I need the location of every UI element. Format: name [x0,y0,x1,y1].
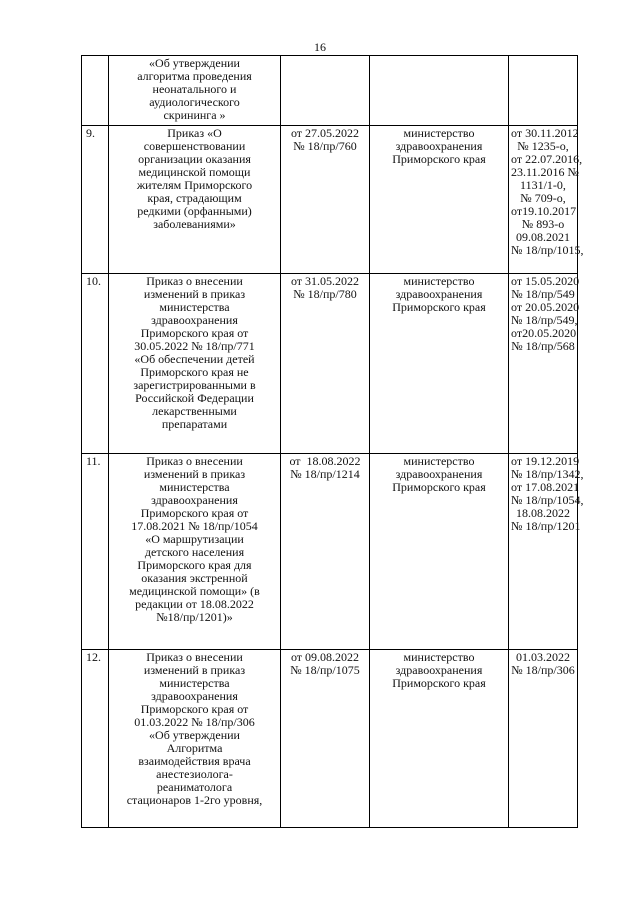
issuing-authority-line: министерство [403,454,475,468]
revision-history-line: от 15.05.2020 [511,274,580,288]
adoption-date-line: № 18/пр/760 [293,139,357,153]
table-row [82,274,578,454]
adoption-date-cell [281,650,370,828]
revision-history-line: от 19.12.2019 [511,454,580,468]
document-title-line: заболеваниями» [153,217,236,231]
revision-history-line: № 18/пр/306 [511,663,575,677]
issuing-authority-cell [370,650,509,828]
issuing-authority-line: министерство [403,650,475,664]
document-title-cell [109,454,281,650]
document-title-line: «Об обеспечении детей [134,352,255,366]
document-title-line: скрининга » [163,108,226,122]
issuing-authority-line: здравоохранения [395,663,483,677]
document-title-line: Приказ о внесении [146,650,243,664]
row-number [82,56,109,126]
document-title-line: изменений в приказ [143,287,246,301]
document-title-line: 30.05.2022 № 18/пр/771 [134,339,255,353]
revision-history-line: 23.11.2016 № [511,165,580,179]
revision-history-line: от 20.05.2020 [511,300,580,314]
document-title-cell [109,56,281,126]
revision-history-line: № 1235-о, [517,139,569,153]
issuing-authority-line: Приморского края [392,676,486,690]
revision-history-line: № 18/пр/549 [511,287,575,301]
orders-table [81,55,584,828]
revision-history-cell [509,650,578,828]
adoption-date-line: от 18.08.2022 [289,454,361,468]
issuing-authority-line: здравоохранения [395,139,483,153]
row-number: 11. [82,454,109,650]
revision-history-line: № 18/пр/1201 [511,519,581,533]
document-title-line: стационаров 1-2го уровня, [126,793,263,807]
document-title-line: «Об утверждении [149,56,240,70]
document-title-line: министерства [159,480,230,494]
adoption-date-cell [281,126,370,274]
adoption-date-cell [281,274,370,454]
document-title-line: аудиологического [149,95,240,109]
document-title-line: 17.08.2021 № 18/пр/1054 [131,519,258,533]
document-title-line: медицинской помощи» (в [129,584,260,598]
revision-history-cell [509,56,578,126]
document-title-line: №18/пр/1201)» [156,610,233,624]
document-title-line: Приказ о внесении [146,274,243,288]
issuing-authority-line: министерство [403,126,475,140]
revision-history-line: от20.05.2020 [511,326,577,340]
document-title-line: изменений в приказ [143,663,246,677]
revision-history-line: 1131/1-0, [520,178,566,192]
table-row [82,454,578,650]
document-title-line: изменений в приказ [143,467,246,481]
revision-history-cell [509,454,584,650]
table-row [82,56,578,126]
adoption-date-line: от 09.08.2022 [290,650,360,664]
adoption-date-line: № 18/пр/780 [293,287,357,301]
document-title-line: министерства [159,300,230,314]
document-title-line: редакции от 18.08.2022 [135,597,254,611]
revision-history-line: № 18/пр/1054, [511,493,584,507]
document-title-line: анестезиолога- [156,767,233,781]
row-number: 10. [82,274,109,454]
revision-history-line: № 18/пр/1342, [511,467,584,481]
document-title-line: «Об утверждении [149,728,240,742]
issuing-authority-line: Приморского края [392,152,486,166]
revision-history-line: 18.08.2022 [516,506,570,520]
row-number: 12. [82,650,109,828]
document-title-line: организации оказания [138,152,251,166]
document-title-line: края, страдающим [147,191,242,205]
revision-history-line: 01.03.2022 [516,650,570,664]
document-title-line: Приказ о внесении [146,454,243,468]
adoption-date-line: от 31.05.2022 [290,274,360,288]
document-title-line: совершенствовании [143,139,246,153]
revision-history-line: № 18/пр/1015, [511,243,584,257]
document-title-line: здравоохранения [151,313,238,327]
document-title-line: препаратами [161,417,228,431]
revision-history-cell [509,274,578,454]
issuing-authority-line: Приморского края [392,300,486,314]
document-title-line: жителям Приморского [136,178,253,192]
document-title-line: Приморского края для [137,558,252,572]
document-title-line: Приморского края от [140,506,249,520]
adoption-date-line: от 27.05.2022 [290,126,360,140]
document-title-line: медицинской помощи [138,165,251,179]
revision-history-line: от 17.08.2021 [511,480,580,494]
revision-history-line: от 30.11.2012 [511,126,579,140]
page-number: 16 [314,40,326,54]
document-title-line: редкими (орфанными) [137,204,252,218]
issuing-authority-line: здравоохранения [395,467,483,481]
document-title-line: реаниматолога [156,780,233,794]
document-title-line: «О маршрутизации [145,532,244,546]
document-title-line: здравоохранения [151,493,238,507]
document-title-line: Приморского края от [140,702,249,716]
issuing-authority-line: здравоохранения [395,287,483,301]
document-title-line: 01.03.2022 № 18/пр/306 [134,715,255,729]
issuing-authority-cell [370,274,509,454]
issuing-authority-cell [370,56,509,126]
table-row [82,650,578,828]
revision-history-line: от 22.07.2016, [511,152,583,166]
adoption-date-cell [281,56,370,126]
document-title-line: лекарственными [152,404,237,418]
issuing-authority-line: Приморского края [392,480,486,494]
revision-history-cell [509,126,584,274]
document-title-line: Приморского края от [140,326,249,340]
document-title-line: здравоохранения [151,689,238,703]
issuing-authority-line: министерство [403,274,475,288]
row-number: 9. [82,126,109,274]
document-title-line: Российской Федерации [135,391,254,405]
revision-history-line: № 709-о, [520,191,566,205]
revision-history-line: от19.10.2017 [511,204,577,218]
document-title-line: оказания экстренной [141,571,248,585]
document-title-line: Приморского края не [140,365,249,379]
document-title-cell [109,274,281,454]
document-title-line: взаимодействия врача [138,754,251,768]
revision-history-line: 09.08.2021 [516,230,570,244]
document-title-cell [109,126,281,274]
document-title-line: алгоритма проведения [137,69,252,83]
adoption-date-line: № 18/пр/1214 [290,467,360,481]
document-title-line: Алгоритма [166,741,223,755]
revision-history-line: № 893-о [521,217,565,231]
document-title-line: детского населения [144,545,245,559]
document-title-line: неонатального и [152,82,237,96]
document-title-cell [109,650,281,828]
adoption-date-line: № 18/пр/1075 [290,663,360,677]
issuing-authority-cell [370,454,509,650]
document-title-line: Приказ «О [167,126,222,140]
revision-history-line: № 18/пр/549, [511,313,578,327]
document-title-line: зарегистрированными в [133,378,256,392]
issuing-authority-cell [370,126,509,274]
table-row [82,126,578,274]
revision-history-line: № 18/пр/568 [511,339,575,353]
adoption-date-cell [281,454,370,650]
document-title-line: министерства [159,676,230,690]
